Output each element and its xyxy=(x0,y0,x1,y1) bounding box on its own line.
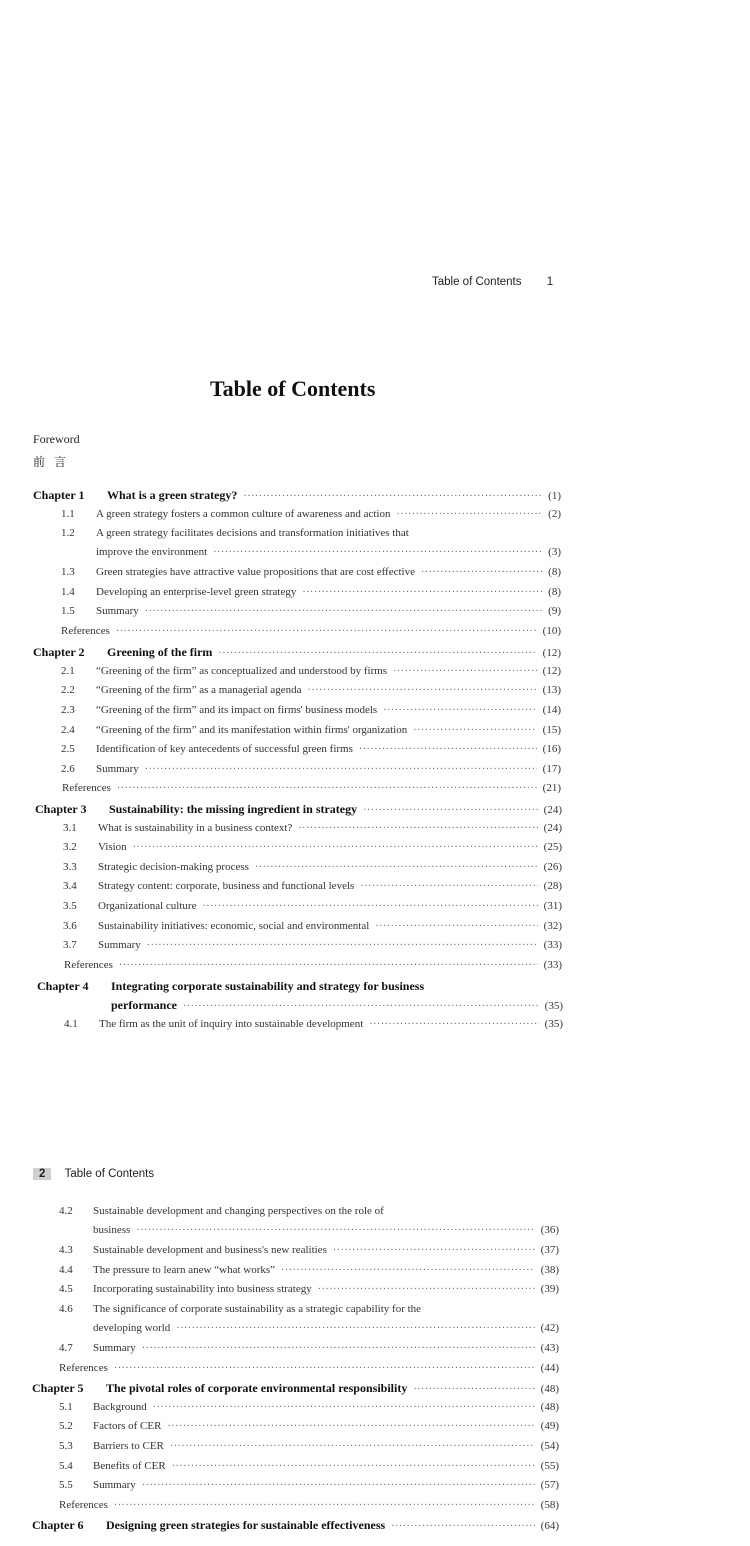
entry-page: (14) xyxy=(542,704,561,716)
dot-leader xyxy=(375,921,537,932)
toc-entry-1-5[interactable] xyxy=(61,605,561,621)
dot-leader xyxy=(183,1001,539,1012)
entry-page: (2) xyxy=(548,508,561,520)
entry-number: Chapter 2 xyxy=(33,645,85,659)
toc-entry-chapter-5[interactable] xyxy=(32,1381,559,1397)
entry-page: (33) xyxy=(543,939,562,951)
foreword-entry[interactable]: Foreword xyxy=(33,432,80,446)
toc-entry-4-3[interactable] xyxy=(59,1244,559,1260)
toc-entry-references-3[interactable] xyxy=(64,959,562,975)
dot-leader xyxy=(255,862,538,873)
entry-title: Sustainability initiatives: economic, social and environmental xyxy=(98,920,370,932)
dot-leader xyxy=(167,1421,534,1432)
entry-page: (15) xyxy=(542,724,561,736)
entry-title: Organizational culture xyxy=(98,900,197,912)
page-title: Table of Contents xyxy=(210,376,376,401)
entry-page: (26) xyxy=(543,861,562,873)
toc-entry-3-5[interactable] xyxy=(63,900,562,916)
toc-entry-2-4[interactable] xyxy=(61,724,561,740)
toc-entry-5-2[interactable] xyxy=(59,1420,559,1436)
entry-title: Strategy content: corporate, business and functional levels xyxy=(98,880,355,892)
dot-leader xyxy=(142,1480,535,1491)
dot-leader xyxy=(172,1461,535,1472)
entry-title: Identification of key antecedents of successful green firms xyxy=(96,743,353,755)
entry-number: Chapter 6 xyxy=(32,1518,84,1532)
dot-leader xyxy=(383,705,536,716)
entry-title: References xyxy=(59,1362,108,1374)
entry-page: (13) xyxy=(542,684,561,696)
entry-title: Incorporating sustainability into business strategy xyxy=(93,1283,312,1295)
entry-page: (48) xyxy=(540,1383,559,1395)
page1-running-header xyxy=(432,276,553,288)
entry-number: 1.2 xyxy=(61,527,75,539)
toc-entry-4-2[interactable] xyxy=(59,1205,559,1221)
entry-title: Benefits of CER xyxy=(93,1460,166,1472)
entry-number: 3.1 xyxy=(63,822,77,834)
entry-number: 3.5 xyxy=(63,900,77,912)
entry-page: (57) xyxy=(540,1479,559,1491)
foreword-cn-entry[interactable]: 前 言 xyxy=(33,455,67,469)
page2-running-header xyxy=(33,1168,154,1180)
entry-number: 2.5 xyxy=(61,743,75,755)
dot-leader xyxy=(281,1265,535,1276)
toc-entry-5-5[interactable] xyxy=(59,1479,559,1495)
entry-title: “Greening of the firm” as a managerial agenda xyxy=(96,684,302,696)
entry-page: (36) xyxy=(540,1224,559,1236)
entry-number: 5.4 xyxy=(59,1460,73,1472)
dot-leader xyxy=(421,567,542,578)
entry-title: Designing green strategies for sustainable effectiveness xyxy=(106,1518,386,1532)
entry-number: 4.6 xyxy=(59,1303,73,1315)
toc-entry-2-3[interactable] xyxy=(61,704,561,720)
entry-title: Greening of the firm xyxy=(107,645,213,659)
toc-entry-4-4[interactable] xyxy=(59,1264,559,1280)
entry-title: Summary xyxy=(93,1342,136,1354)
entry-number: 1.4 xyxy=(61,586,75,598)
entry-number: 4.7 xyxy=(59,1342,73,1354)
entry-title: The significance of corporate sustainability as a strategic capability for the xyxy=(93,1303,422,1315)
toc-entry-3-3[interactable] xyxy=(63,861,562,877)
dot-leader xyxy=(119,960,538,971)
entry-title: Integrating corporate sustainability and strategy for business xyxy=(111,979,425,993)
toc-entry-1-2[interactable] xyxy=(61,527,561,543)
toc-entry-1-2-cont[interactable] xyxy=(96,546,561,562)
entry-page: (28) xyxy=(543,880,562,892)
toc-entry-5-3[interactable] xyxy=(59,1440,559,1456)
entry-page: (55) xyxy=(540,1460,559,1472)
entry-number: 2.2 xyxy=(61,684,75,696)
entry-page: (33) xyxy=(543,959,562,971)
entry-number: 2.1 xyxy=(61,665,75,677)
page-number: 1 xyxy=(546,276,554,288)
toc-entry-2-1[interactable] xyxy=(61,665,561,681)
dot-leader xyxy=(176,1323,534,1334)
entry-page: (8) xyxy=(548,566,561,578)
entry-page: (32) xyxy=(543,920,562,932)
dot-leader xyxy=(369,1019,538,1030)
toc-entry-1-3[interactable] xyxy=(61,566,561,582)
entry-page: (48) xyxy=(540,1401,559,1413)
toc-entry-chapter-1[interactable] xyxy=(33,488,561,504)
dot-leader xyxy=(243,491,542,502)
entry-number: 2.4 xyxy=(61,724,75,736)
entry-title: The pivotal roles of corporate environmental responsibility xyxy=(106,1381,408,1395)
entry-page: (35) xyxy=(544,1000,563,1012)
dot-leader xyxy=(145,606,542,617)
toc-entry-2-6[interactable] xyxy=(61,763,561,779)
entry-number: 5.5 xyxy=(59,1479,73,1491)
toc-entry-2-5[interactable] xyxy=(61,743,561,759)
entry-page: (31) xyxy=(543,900,562,912)
entry-title: A green strategy facilitates decisions and transformation initiatives that xyxy=(96,527,409,539)
dot-leader xyxy=(363,805,538,816)
dot-leader xyxy=(136,1225,534,1236)
entry-page: (21) xyxy=(542,782,561,794)
toc-entry-references-5[interactable] xyxy=(59,1499,559,1515)
entry-title: What is a green strategy? xyxy=(107,488,238,502)
entry-page: (12) xyxy=(542,665,561,677)
toc-entry-4-6-cont[interactable] xyxy=(93,1322,559,1338)
entry-number: 2.3 xyxy=(61,704,75,716)
dot-leader xyxy=(213,547,542,558)
entry-number: 1.1 xyxy=(61,508,75,520)
dot-leader xyxy=(170,1441,535,1452)
entry-page: (1) xyxy=(548,490,561,502)
entry-number: Chapter 3 xyxy=(35,802,87,816)
toc-entry-4-2-cont[interactable] xyxy=(93,1224,559,1240)
dot-leader xyxy=(302,587,542,598)
dot-leader xyxy=(133,842,538,853)
toc-entry-3-1[interactable] xyxy=(63,822,562,838)
entry-number: 4.2 xyxy=(59,1205,73,1217)
toc-entry-3-2[interactable] xyxy=(63,841,562,857)
dot-leader xyxy=(218,648,536,659)
toc-entry-chapter-2[interactable] xyxy=(33,645,561,661)
toc-entry-chapter-6[interactable] xyxy=(32,1518,559,1534)
entry-title: Vision xyxy=(98,841,127,853)
entry-title: Sustainability: the missing ingredient in strategy xyxy=(109,802,358,816)
dot-leader xyxy=(391,1521,534,1532)
dot-leader xyxy=(147,940,538,951)
entry-number: 2.6 xyxy=(61,763,75,775)
entry-number: 4.5 xyxy=(59,1283,73,1295)
running-header-title: Table of Contents xyxy=(432,276,522,288)
dot-leader xyxy=(360,881,537,892)
toc-entry-3-4[interactable] xyxy=(63,880,562,896)
toc-entry-5-1[interactable] xyxy=(59,1401,559,1417)
toc-entry-3-6[interactable] xyxy=(63,920,562,936)
toc-entry-4-5[interactable] xyxy=(59,1283,559,1299)
entry-title: Summary xyxy=(93,1479,136,1491)
entry-number: 3.2 xyxy=(63,841,77,853)
entry-title: References xyxy=(62,782,111,794)
dot-leader xyxy=(318,1284,535,1295)
entry-number: 3.4 xyxy=(63,880,77,892)
entry-page: (3) xyxy=(548,546,561,558)
entry-page: (54) xyxy=(540,1440,559,1452)
dot-leader xyxy=(359,744,537,755)
entry-page: (44) xyxy=(540,1362,559,1374)
entry-title: Summary xyxy=(98,939,141,951)
entry-page: (16) xyxy=(542,743,561,755)
entry-number: 3.3 xyxy=(63,861,77,873)
entry-page: (37) xyxy=(540,1244,559,1256)
entry-title: Factors of CER xyxy=(93,1420,162,1432)
entry-number: 1.5 xyxy=(61,605,75,617)
dot-leader xyxy=(114,1363,535,1374)
entry-title: A green strategy fosters a common culture of awareness and action xyxy=(96,508,391,520)
toc-entry-1-1[interactable] xyxy=(61,508,561,524)
entry-number: 5.2 xyxy=(59,1420,73,1432)
entry-title: Green strategies have attractive value propositions that are cost effective xyxy=(96,566,415,578)
entry-page: (25) xyxy=(543,841,562,853)
dot-leader xyxy=(116,626,537,637)
dot-leader xyxy=(413,1384,534,1395)
entry-title: References xyxy=(61,625,110,637)
entry-page: (49) xyxy=(540,1420,559,1432)
toc-entry-4-6[interactable] xyxy=(59,1303,559,1319)
dot-leader xyxy=(333,1245,535,1256)
entry-page: (10) xyxy=(542,625,561,637)
entry-page: (58) xyxy=(540,1499,559,1511)
entry-title: Summary xyxy=(96,605,139,617)
toc-entry-5-4[interactable] xyxy=(59,1460,559,1476)
entry-page: (9) xyxy=(548,605,561,617)
toc-entry-3-7[interactable] xyxy=(63,939,562,955)
toc-entry-4-7[interactable] xyxy=(59,1342,559,1358)
entry-page: (64) xyxy=(540,1520,559,1532)
dot-leader xyxy=(298,823,537,834)
entry-page: (17) xyxy=(542,763,561,775)
entry-number: 4.4 xyxy=(59,1264,73,1276)
entry-number: 1.3 xyxy=(61,566,75,578)
dot-leader xyxy=(393,666,537,677)
toc-entry-references-4[interactable] xyxy=(59,1362,559,1378)
dot-leader xyxy=(142,1343,535,1354)
toc-entry-chapter-4-cont[interactable] xyxy=(111,998,563,1014)
dot-leader xyxy=(396,509,542,520)
entry-page: (38) xyxy=(540,1264,559,1276)
entry-title: performance xyxy=(111,998,177,1012)
toc-entry-1-4[interactable] xyxy=(61,586,561,602)
page-number: 2 xyxy=(33,1168,51,1180)
entry-title: improve the environment xyxy=(96,546,208,558)
dot-leader xyxy=(145,764,537,775)
entry-title: Barriers to CER xyxy=(93,1440,164,1452)
entry-page: (24) xyxy=(543,804,562,816)
entry-title: business xyxy=(93,1224,131,1236)
toc-entry-4-1[interactable] xyxy=(64,1018,563,1034)
dot-leader xyxy=(114,1500,535,1511)
entry-title: “Greening of the firm” and its impact on firms' business models xyxy=(96,704,378,716)
entry-number: 4.3 xyxy=(59,1244,73,1256)
dot-leader xyxy=(117,783,537,794)
entry-number: Chapter 5 xyxy=(32,1381,84,1395)
entry-title: Summary xyxy=(96,763,139,775)
toc-entry-chapter-4[interactable] xyxy=(37,979,563,995)
entry-number: 3.7 xyxy=(63,939,77,951)
entry-number: 3.6 xyxy=(63,920,77,932)
entry-number: Chapter 1 xyxy=(33,488,85,502)
entry-number: 5.3 xyxy=(59,1440,73,1452)
toc-entry-references-2[interactable] xyxy=(62,782,561,798)
entry-page: (8) xyxy=(548,586,561,598)
entry-title: Sustainable development and changing perspectives on the role of xyxy=(93,1205,384,1217)
entry-title: developing world xyxy=(93,1322,171,1334)
entry-page: (24) xyxy=(543,822,562,834)
toc-entry-2-2[interactable] xyxy=(61,684,561,700)
entry-number: 5.1 xyxy=(59,1401,73,1413)
entry-title: References xyxy=(59,1499,108,1511)
dot-leader xyxy=(413,725,536,736)
entry-title: What is sustainability in a business context? xyxy=(98,822,293,834)
entry-number: 4.1 xyxy=(64,1018,78,1030)
entry-title: Developing an enterprise-level green strategy xyxy=(96,586,297,598)
entry-title: “Greening of the firm” as conceptualized and understood by firms xyxy=(96,665,388,677)
running-header-title: Table of Contents xyxy=(64,1168,155,1180)
toc-entry-chapter-3[interactable] xyxy=(35,802,562,818)
dot-leader xyxy=(202,901,537,912)
entry-page: (12) xyxy=(542,647,561,659)
entry-page: (39) xyxy=(540,1283,559,1295)
entry-title: “Greening of the firm” and its manifestation within firms' organization xyxy=(96,724,408,736)
dot-leader xyxy=(308,685,537,696)
entry-title: Strategic decision-making process xyxy=(98,861,249,873)
entry-title: Background xyxy=(93,1401,147,1413)
entry-title: Sustainable development and business's new realities xyxy=(93,1244,327,1256)
entry-page: (35) xyxy=(544,1018,563,1030)
toc-entry-references-1[interactable] xyxy=(61,625,561,641)
dot-leader xyxy=(153,1402,535,1413)
entry-number: Chapter 4 xyxy=(37,979,89,993)
entry-title: The firm as the unit of inquiry into sustainable development xyxy=(99,1018,364,1030)
entry-page: (42) xyxy=(540,1322,559,1334)
entry-title: References xyxy=(64,959,113,971)
entry-title: The pressure to learn anew “what works” xyxy=(93,1264,276,1276)
entry-page: (43) xyxy=(540,1342,559,1354)
